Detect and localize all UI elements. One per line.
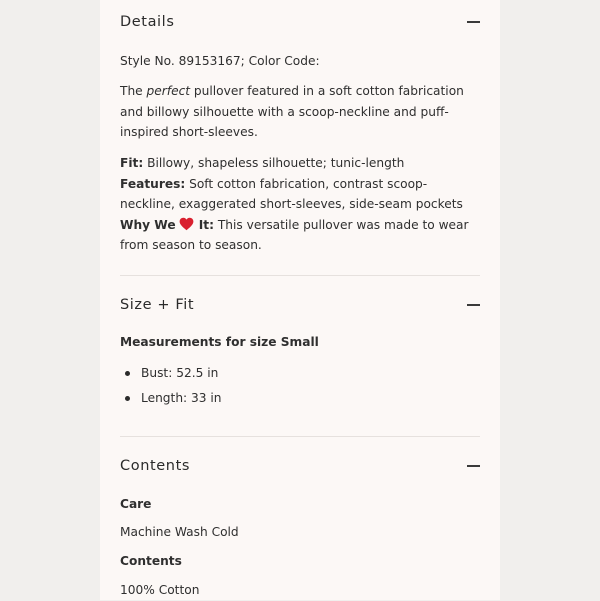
care-text: Machine Wash Cold: [120, 525, 239, 539]
features-text: Soft cotton fabrication, contrast scoop-neckline, exaggerated short-sleeves, side-seam pockets: [120, 176, 463, 211]
measurements-list: [120, 361, 480, 411]
contents-accordion-header[interactable]: [120, 454, 480, 478]
measurements-heading: Measurements for size Small: [120, 335, 319, 349]
details-title: Details: [120, 14, 175, 30]
details-accordion-header[interactable]: [120, 10, 480, 34]
size-fit-accordion-header[interactable]: [120, 293, 480, 317]
style-number-line: Style No. 89153167; Color Code:: [120, 54, 320, 68]
fit-line: [120, 153, 482, 174]
fit-label: Fit:: [120, 156, 144, 170]
accordion: [120, 0, 480, 600]
contents-text: 100% Cotton: [120, 583, 200, 597]
section-divider: [120, 436, 480, 437]
why-we-love-it-line: [120, 215, 482, 256]
minus-icon[interactable]: [467, 304, 480, 305]
desc-prefix: The: [120, 84, 147, 98]
why-label-a: Why We: [120, 217, 176, 232]
list-item: Length: 33 in: [120, 386, 480, 411]
minus-icon[interactable]: [467, 465, 480, 466]
desc-rest: pullover featured in a soft cotton fabrication and billowy silhouette with a scoop-neckline and puff-inspired short-sleeves.: [120, 84, 464, 139]
product-attributes: [120, 153, 482, 256]
desc-emphasis: perfect: [146, 84, 191, 98]
size-fit-title: Size + Fit: [120, 297, 195, 313]
fit-text: Billowy, shapeless silhouette; tunic-length: [143, 156, 405, 170]
care-heading: Care: [120, 497, 152, 511]
product-info-panel: [100, 0, 500, 600]
why-text: This versatile pullover was made to wear from season to season.: [120, 217, 469, 252]
list-item: Bust: 52.5 in: [120, 361, 480, 386]
heart-icon: [179, 217, 194, 231]
contents-heading: Contents: [120, 554, 182, 568]
product-description: [120, 81, 482, 143]
features-line: [120, 174, 482, 215]
features-label: Features:: [120, 176, 186, 191]
section-divider: [120, 275, 480, 276]
contents-title: Contents: [120, 458, 191, 474]
why-label-b: It:: [194, 217, 214, 232]
minus-icon[interactable]: [467, 21, 480, 22]
